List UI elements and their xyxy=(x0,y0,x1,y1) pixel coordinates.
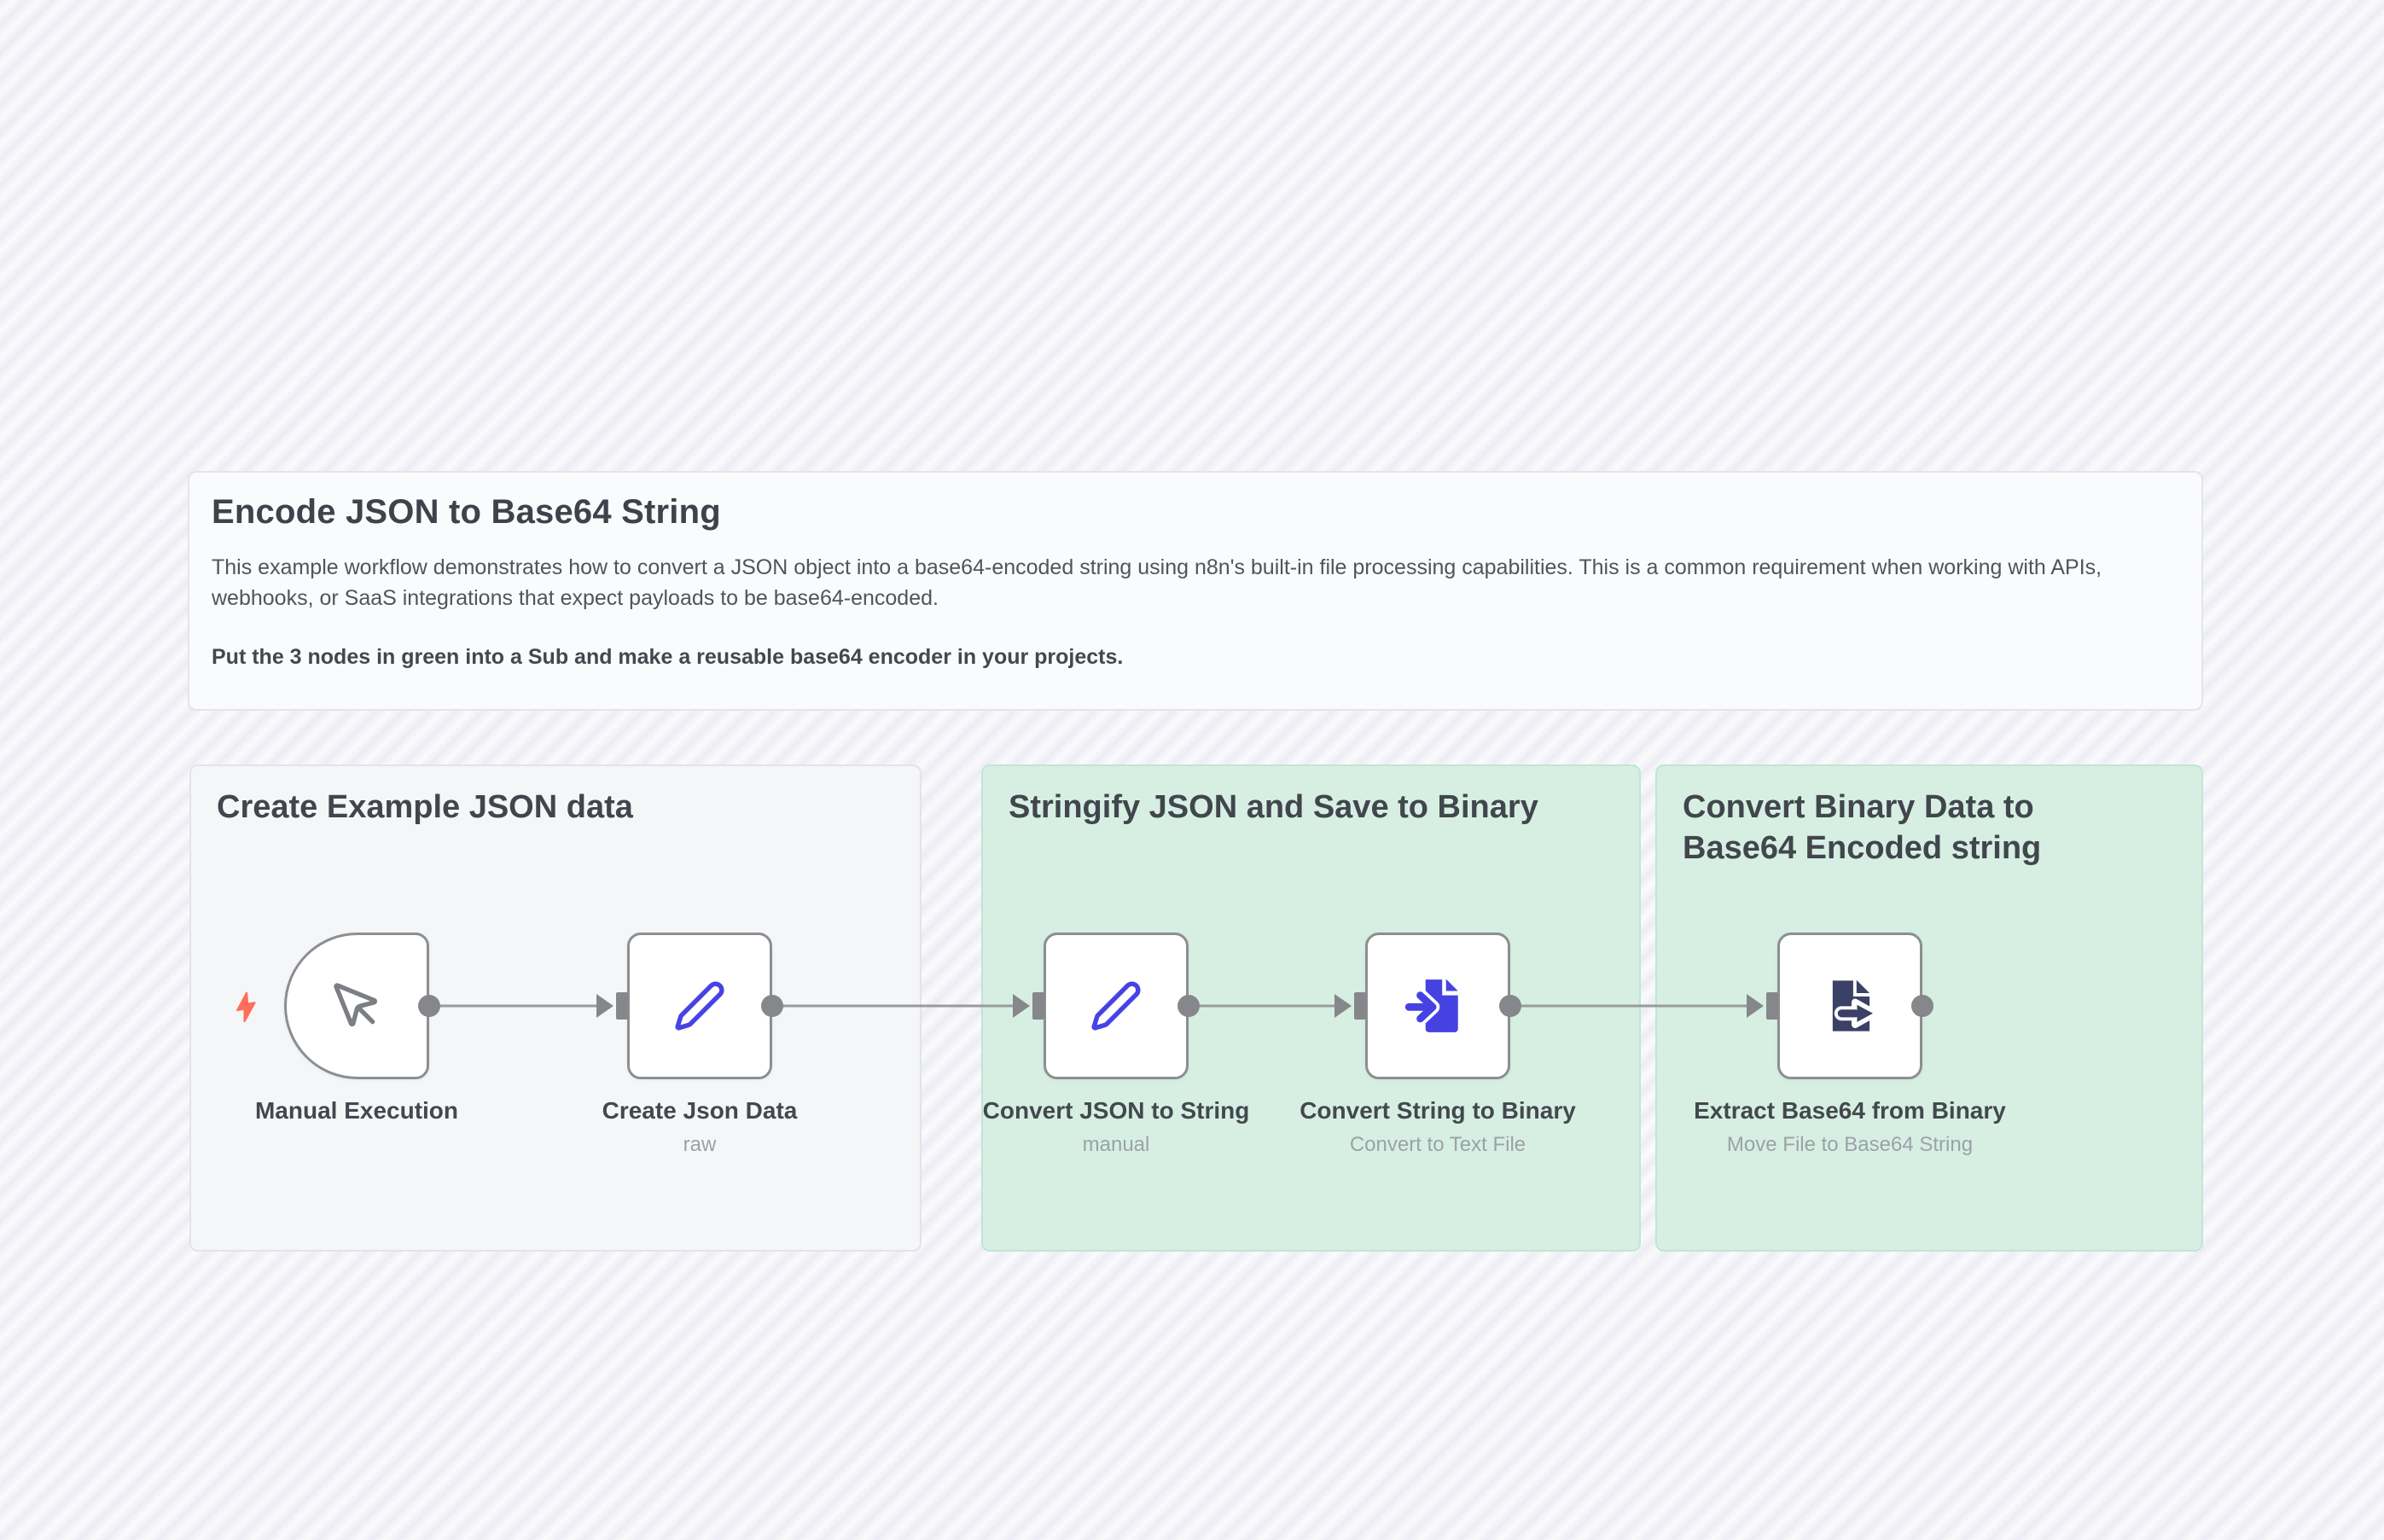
node-create-json-data[interactable] xyxy=(627,933,772,1079)
node-manual-execution[interactable] xyxy=(284,933,429,1079)
node-extract-base64-from-binary[interactable] xyxy=(1777,933,1922,1079)
intro-body: This example workflow demonstrates how to convert a JSON object into a base64-encoded string using n8n's built-in file processing capabilities. This is a common requirement when working with APIs, webhooks, or SaaS integrations that expect payloads to be base64-encoded. xyxy=(212,555,2102,610)
node-convert-string-to-binary[interactable] xyxy=(1365,933,1510,1079)
node-subtitle: Move File to Base64 String xyxy=(1726,1133,1974,1156)
node-subtitle: raw xyxy=(683,1133,717,1156)
file-import-icon xyxy=(1404,973,1471,1039)
node-label-extract-base64: Extract Base64 from Binary Move File to Base64 String xyxy=(1688,1095,2012,1158)
sticky-note-title: Create Example JSON data xyxy=(217,789,633,825)
intro-title: Encode JSON to Base64 String xyxy=(212,493,721,531)
sticky-note-title: Convert Binary Data to Base64 Encoded string xyxy=(1683,789,2042,866)
node-label-create-json-data: Create Json Data raw xyxy=(538,1095,862,1158)
pencil-icon xyxy=(1090,979,1143,1032)
intro-emphasis: Put the 3 nodes in green into a Sub and make a reusable base64 encoder in your projects. xyxy=(212,645,1124,669)
sticky-note-title: Stringify JSON and Save to Binary xyxy=(1009,789,1538,825)
pencil-icon xyxy=(673,979,726,1032)
cursor-icon xyxy=(329,979,384,1033)
sticky-note-convert-binary[interactable] xyxy=(1655,764,2203,1252)
lightning-bolt-icon xyxy=(228,985,266,1029)
node-label-manual-execution: Manual Execution xyxy=(254,1097,459,1124)
node-label-convert-json-to-string: Convert JSON to String manual xyxy=(954,1095,1278,1158)
node-subtitle: Convert to Text File xyxy=(1349,1133,1526,1156)
node-convert-json-to-string[interactable] xyxy=(1044,933,1189,1079)
node-subtitle: manual xyxy=(1082,1133,1150,1156)
sticky-note-intro[interactable] xyxy=(188,471,2203,711)
node-label-convert-string-to-binary: Convert String to Binary Convert to Text File xyxy=(1276,1095,1600,1158)
file-export-icon xyxy=(1817,973,1883,1039)
